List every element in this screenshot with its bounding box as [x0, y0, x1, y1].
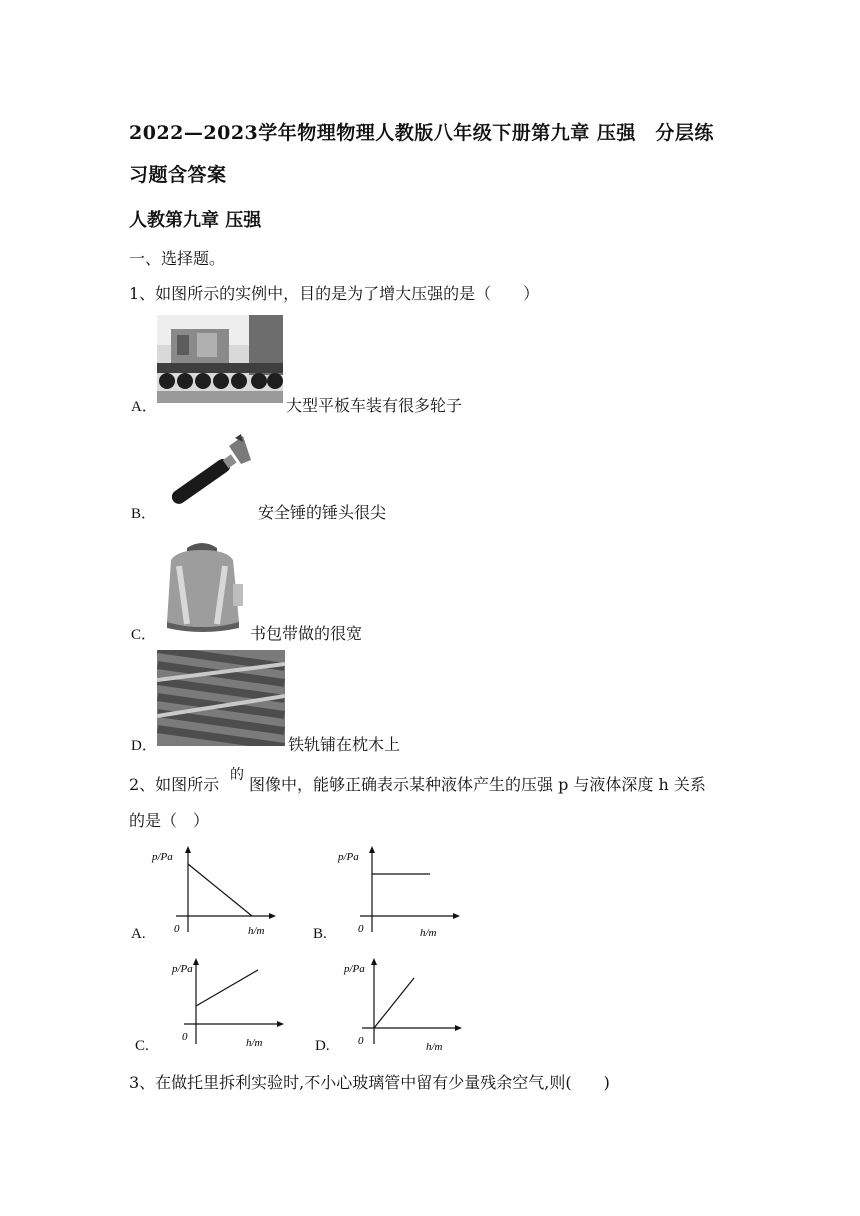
document-title-line1: 2022—2023学年物理物理人教版八年级下册第九章 压强 分层练 [129, 122, 714, 144]
graph-d-xlabel: h/m [426, 1041, 443, 1053]
option-d-text: 铁轨铺在枕木上 [288, 735, 401, 754]
backpack-image [157, 538, 247, 634]
graph-d [334, 956, 464, 1056]
graph-b-ylabel: p/Pa [338, 851, 359, 863]
graph-b-letter: B. [313, 926, 327, 942]
graph-c-origin: 0 [182, 1031, 188, 1043]
graph-d-origin: 0 [358, 1035, 364, 1047]
option-d-letter: D． [131, 738, 157, 754]
section-heading: 一、选择题。 [129, 249, 226, 268]
option-a-letter: A． [131, 399, 157, 415]
graph-a-xlabel: h/m [248, 925, 265, 937]
graph-a-letter: A. [131, 926, 146, 942]
option-c-letter: C． [131, 627, 157, 643]
graph-a [148, 844, 278, 944]
graph-b [332, 844, 462, 944]
graph-d-ylabel: p/Pa [344, 963, 365, 975]
truck-image [157, 315, 283, 403]
railway-image [157, 650, 285, 746]
option-b-letter: B． [131, 506, 157, 522]
question-2-stem-line2: 的是（ ） [129, 811, 210, 830]
hammer-image [157, 432, 257, 520]
graph-c-ylabel: p/Pa [172, 963, 193, 975]
question-2-stem-small-char: 的 [230, 767, 244, 783]
option-b-text: 安全锤的锤头很尖 [258, 503, 387, 522]
graph-b-origin: 0 [358, 923, 364, 935]
document-title-line2: 习题含答案 [129, 164, 227, 186]
graph-a-origin: 0 [174, 923, 180, 935]
graph-b-xlabel: h/m [420, 927, 437, 939]
graph-c-xlabel: h/m [246, 1037, 263, 1049]
chapter-heading: 人教第九章 压强 [129, 210, 262, 231]
graph-c [156, 956, 286, 1056]
option-a-text: 大型平板车装有很多轮子 [286, 396, 463, 415]
graph-c-letter: C. [135, 1038, 149, 1054]
question-2-stem-part2: 图像中，能够正确表示某种液体产生的压强 p 与液体深度 h 关系 [249, 775, 706, 794]
graph-a-ylabel: p/Pa [152, 851, 173, 863]
question-1-stem: 1、如图所示的实例中，目的是为了增大压强的是（ ） [129, 284, 540, 303]
question-3-stem: 3、在做托里拆利实验时,不小心玻璃管中留有少量残余空气,则( ) [129, 1073, 610, 1092]
question-2-stem-part1: 2、如图所示 [129, 775, 220, 794]
option-c-text: 书包带做的很宽 [250, 624, 363, 643]
graph-d-letter: D. [315, 1038, 330, 1054]
